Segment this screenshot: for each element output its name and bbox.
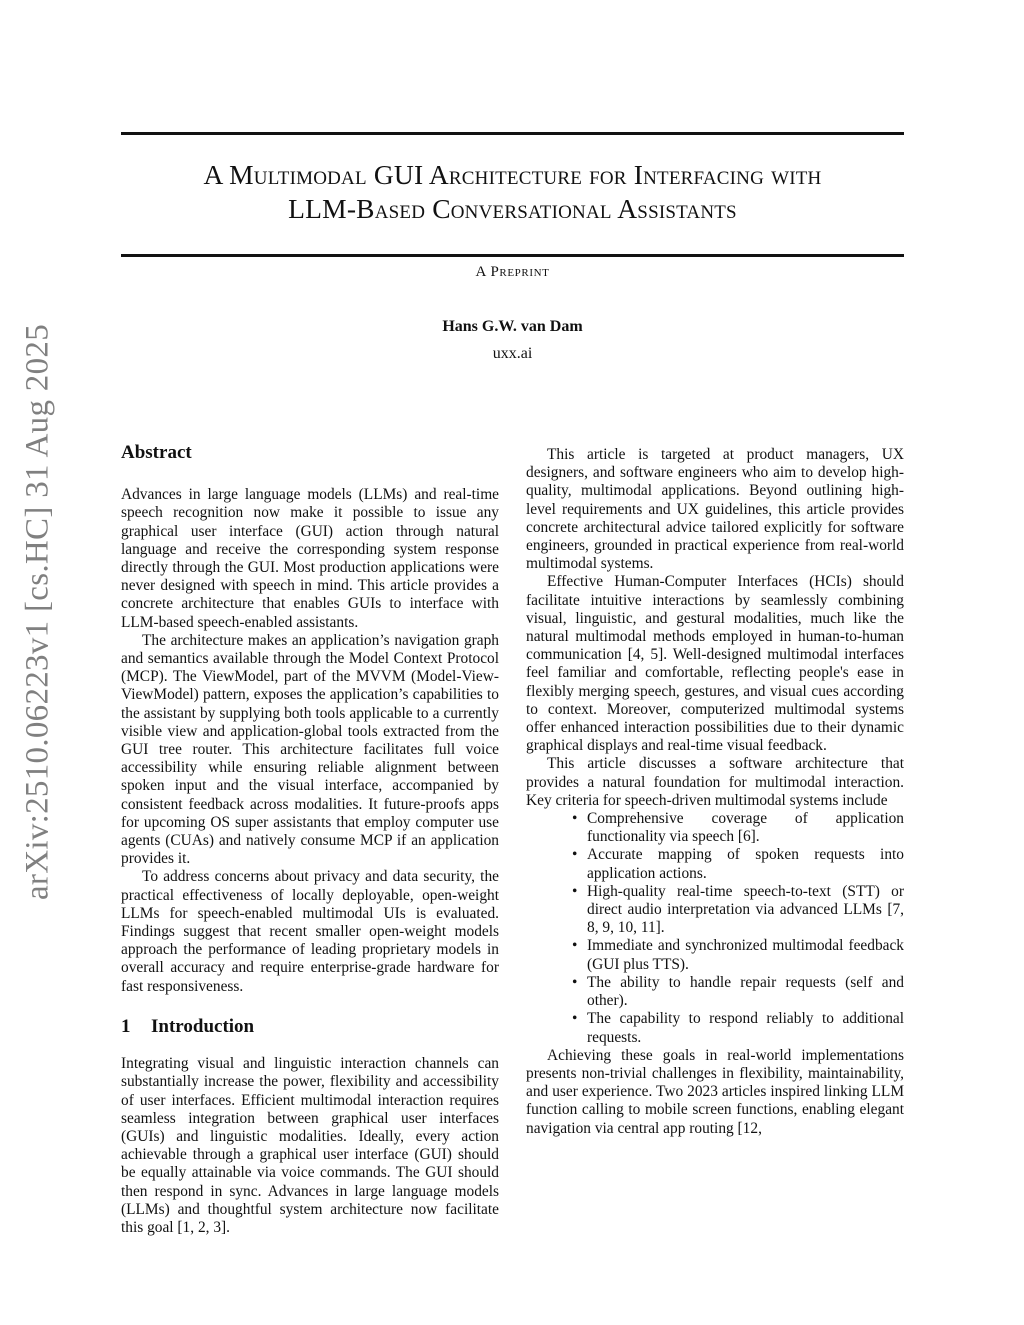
arxiv-identifier: arXiv:2510.06223v1 [cs.HC] 31 Aug 2025 <box>19 323 56 901</box>
intro-paragraph-2: This article is targeted at product managers, UX designers, and software engineers who aim to develop high-quality, multimodal applications. Beyond outlining high-level requirements and UX guidelines, this article provides concrete architectural advice tailored explicitly for software engineers, grounded in practical experience from real-world multimodal systems. <box>526 446 904 573</box>
left-column <box>121 444 499 1237</box>
right-column <box>526 446 904 1138</box>
intro-paragraph-5: Achieving these goals in real-world implementations presents non-trivial challenges in flexibility, maintainability, and user experience. Two 2023 articles inspired linking LLM function calling to mobile screen functions, enabling elegant navigation via central app routing [12, <box>526 1046 904 1137</box>
abstract-paragraph: To address concerns about privacy and data security, the practical effectiveness of locally deployable, open-weight LLMs for speech-enabled multimodal UIs is evaluated. Findings suggest that recent smaller open-weight models approach the performance of leading proprietary models in overall accuracy and require enterprise-grade hardware for fast responsiveness. <box>121 868 499 995</box>
title-top-rule <box>121 132 904 135</box>
introduction-heading <box>121 1015 499 1037</box>
section-title: Introduction <box>151 1015 255 1037</box>
abstract-body <box>121 486 499 996</box>
section-number: 1 <box>121 1015 131 1037</box>
intro-paragraph-4: This article discusses a software architecture that provides a natural foundation for multimodal interaction. Key criteria for speech-driven multimodal systems include <box>526 755 904 809</box>
abstract-heading: Abstract <box>121 442 192 463</box>
criteria-item: • Immediate and synchronized multimodal feedback (GUI plus TTS). <box>587 937 904 973</box>
criteria-list <box>526 810 904 1047</box>
author-affiliation: uxx.ai <box>492 345 533 362</box>
abstract-paragraph: Advances in large language models (LLMs) and real-time speech recognition now make it possible to issue any graphical user interface (GUI) action through natural language and receive the corresponding system response directly through the GUI. Most production applications were never designed with speech in mind. This article provides a concrete architecture that enables GUIs to interface with LLM-based speech-enabled assistants. <box>121 486 499 631</box>
intro-paragraph-1: Integrating visual and linguistic interaction channels can substantially increase the power, flexibility and accessibility of user interfaces. Efficient multimodal interaction requires seamless integration between graphical user interfaces (GUIs) and linguistic modalities. Ideally, every action achievable through a graphical user interface (GUI) should be equally attainable via voice commands. The GUI should then respond in sync. Advances in large language models (LLMs) and thoughtful system architecture now facilitate this goal [1, 2, 3]. <box>121 1055 499 1236</box>
criteria-item: • Comprehensive coverage of application functionality via speech [6]. <box>587 810 904 846</box>
abstract-paragraph: The architecture makes an application’s navigation graph and semantics available through the Model Context Protocol (MCP). The ViewModel, part of the MVVM (Model-View-ViewModel) pattern, exposes the application’s capabilities to the assistant by supplying both tools applicable to a currently visible view and application-global tools extracted from the GUI tree router. This architecture facilitates full voice accessibility while ensuring reliable alignment between spoken input and the visual interface, accompanied by consistent feedback across modalities. It future-proofs apps for upcoming OS super assistants that employ computer use agents (CUAs) and natively consume MCP if an application provides it. <box>121 631 499 868</box>
preprint-label: A Preprint <box>475 264 550 280</box>
criteria-item: • Accurate mapping of spoken requests into application actions. <box>587 846 904 882</box>
criteria-item: • The ability to handle repair requests (self and other). <box>587 974 904 1010</box>
title-line-2: LLM-Based Conversational Assistants <box>288 193 737 224</box>
criteria-item: • The capability to respond reliably to additional requests. <box>587 1010 904 1046</box>
title-line-1: A Multimodal GUI Architecture for Interfacing with <box>203 159 822 190</box>
criteria-item: • High-quality real-time speech-to-text (STT) or direct audio interpretation via advanced LLMs [7, 8, 9, 10, 11]. <box>587 883 904 938</box>
author-name: Hans G.W. van Dam <box>442 318 583 335</box>
title-bottom-rule <box>121 254 904 257</box>
intro-paragraph-3: Effective Human-Computer Interfaces (HCIs) should facilitate intuitive interactions by seamlessly combining visual, linguistic, and gestural modalities, much like the natural multimodal methods employed in human-to-human communication [4, 5]. Well-designed multimodal interfaces feel familiar and comfortable, reflecting people's ease in flexibly merging speech, gestures, and visual cues according to context. Moreover, computerized multimodal systems offer enhanced interaction possibilities due to their dynamic graphical displays and real-time visual feedback. <box>526 573 904 755</box>
paper-title <box>121 158 904 226</box>
